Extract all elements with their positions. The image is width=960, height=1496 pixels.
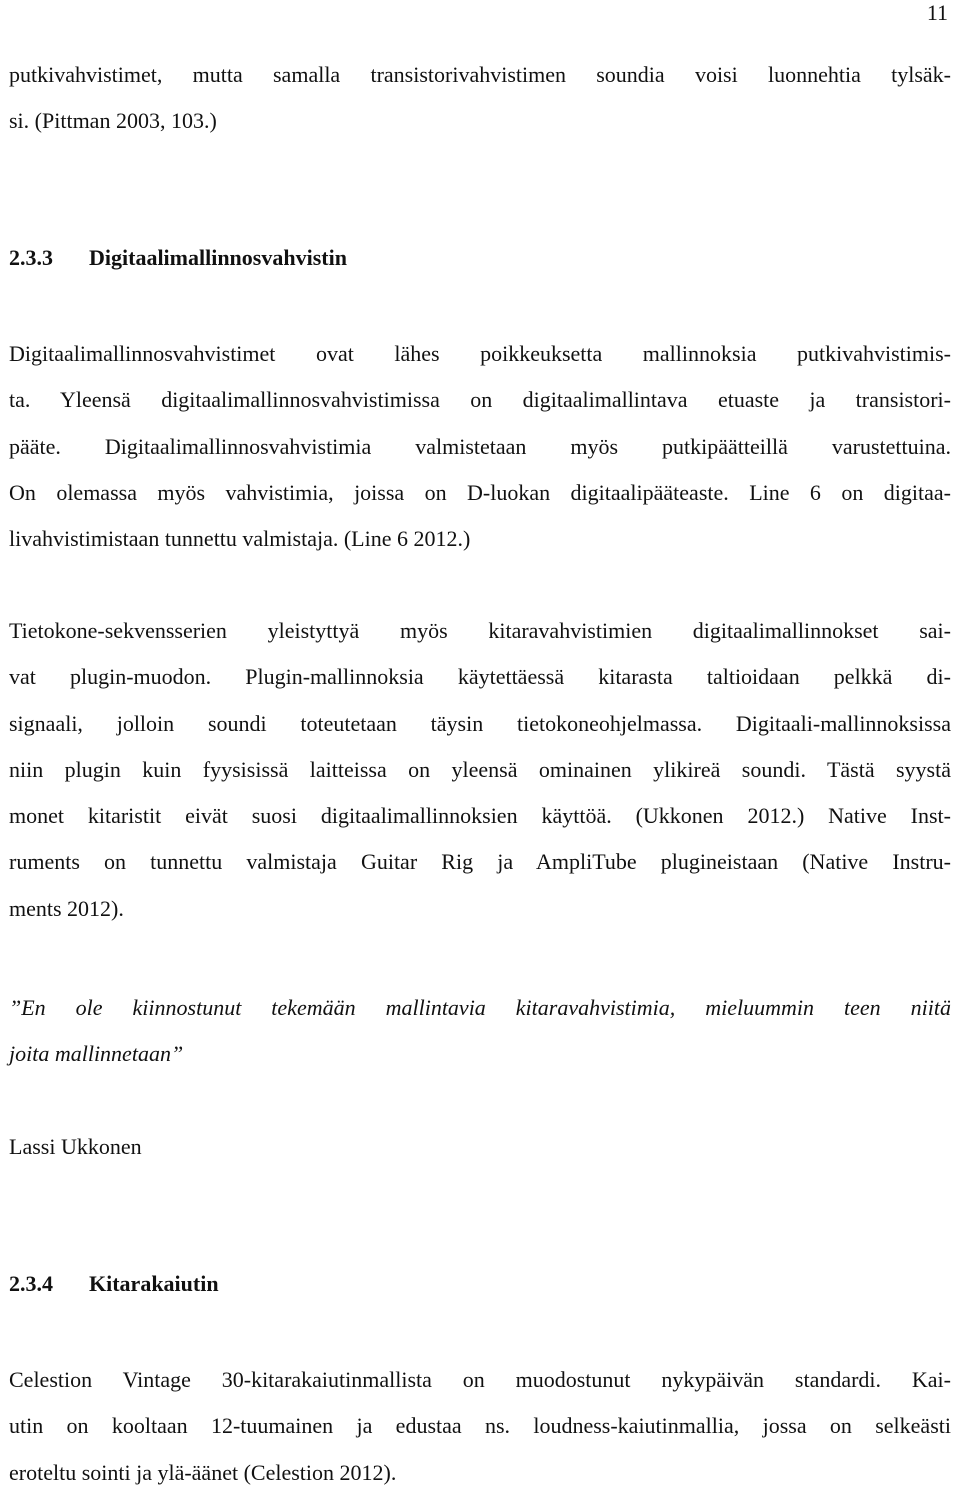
section-title: Kitarakaiutin xyxy=(89,1271,219,1296)
paragraph-line: vat plugin-muodon. Plugin-mallinnoksia käytettäessä kitarasta taltioidaan pelkkä di- xyxy=(9,664,951,690)
paragraph-line: pääte. Digitaalimallinnosvahvistimia valmistetaan myös putkipäätteillä varustettuina. xyxy=(9,433,951,459)
paragraph-line: ments 2012). xyxy=(9,895,124,921)
section-number: 2.3.4 xyxy=(9,1271,53,1296)
paragraph-line: monet kitaristit eivät suosi digitaalimallinnoksien käyttöä. (Ukkonen 2012.) Native Inst- xyxy=(9,803,951,829)
paragraph-line: On olemassa myös vahvistimia, joissa on D-luokan digitaalipääteaste. Line 6 on digitaa- xyxy=(9,479,951,505)
paragraph-kitarakaiutin xyxy=(9,1357,951,1496)
paragraph-line: livahvistimistaan tunnettu valmistaja. (Line 6 2012.) xyxy=(9,526,471,552)
paragraph-line: Digitaalimallinnosvahvistimet ovat lähes poikkeuksetta mallinnoksia putkivahvistimis- xyxy=(9,341,951,366)
paragraph-plugin xyxy=(9,608,951,932)
paragraph-line: ruments on tunnettu valmistaja Guitar Rig ja AmpliTube plugineistaan (Native Instru- xyxy=(9,849,951,875)
quote-line: ”En ole kiinnostunut tekemään mallintavia kitaravahvistimia, mieluummin teen niitä xyxy=(9,995,951,1020)
section-heading-2-3-3 xyxy=(9,243,951,273)
paragraph-line: Celestion Vintage 30-kitarakaiutinmallista on muodostunut nykypäivän standardi. Kai- xyxy=(9,1367,951,1392)
paragraph-line: signaali, jolloin soundi toteutetaan täysin tietokoneohjelmassa. Digitaali-mallinnoksissa xyxy=(9,710,951,736)
section-title: Digitaalimallinnosvahvistin xyxy=(89,245,347,270)
section-number: 2.3.3 xyxy=(9,245,53,270)
paragraph-line: utin on kooltaan 12-tuumainen ja edustaa ns. loudness-kaiutinmallia, jossa on selkeästi xyxy=(9,1413,951,1439)
paragraph-line: si. (Pittman 2003, 103.) xyxy=(9,108,217,134)
paragraph-line: putkivahvistimet, mutta samalla transistorivahvistimen soundia voisi luonnehtia tylsäk- xyxy=(9,62,951,87)
paragraph-line: Tietokone-sekvensserien yleistyttyä myös kitaravahvistimien digitaalimallinnokset sai- xyxy=(9,618,951,643)
intro-paragraph xyxy=(9,52,951,145)
paragraph-digitaalimallinnos xyxy=(9,331,951,562)
paragraph-line: ta. Yleensä digitaalimallinnosvahvistimissa on digitaalimallintava etuaste ja transistori- xyxy=(9,387,951,413)
paragraph-line: niin plugin kuin fyysisissä laitteissa on yleensä ominainen ylikireä soundi. Tästä syystä xyxy=(9,756,951,782)
page-number: 11 xyxy=(926,0,948,25)
quote-line: joita mallinnetaan” xyxy=(9,1041,184,1066)
paragraph-line: eroteltu sointi ja ylä-äänet (Celestion 2012). xyxy=(9,1459,397,1485)
quote xyxy=(9,985,951,1077)
section-heading-2-3-4 xyxy=(9,1269,951,1299)
quote-attribution: Lassi Ukkonen xyxy=(9,1134,142,1159)
